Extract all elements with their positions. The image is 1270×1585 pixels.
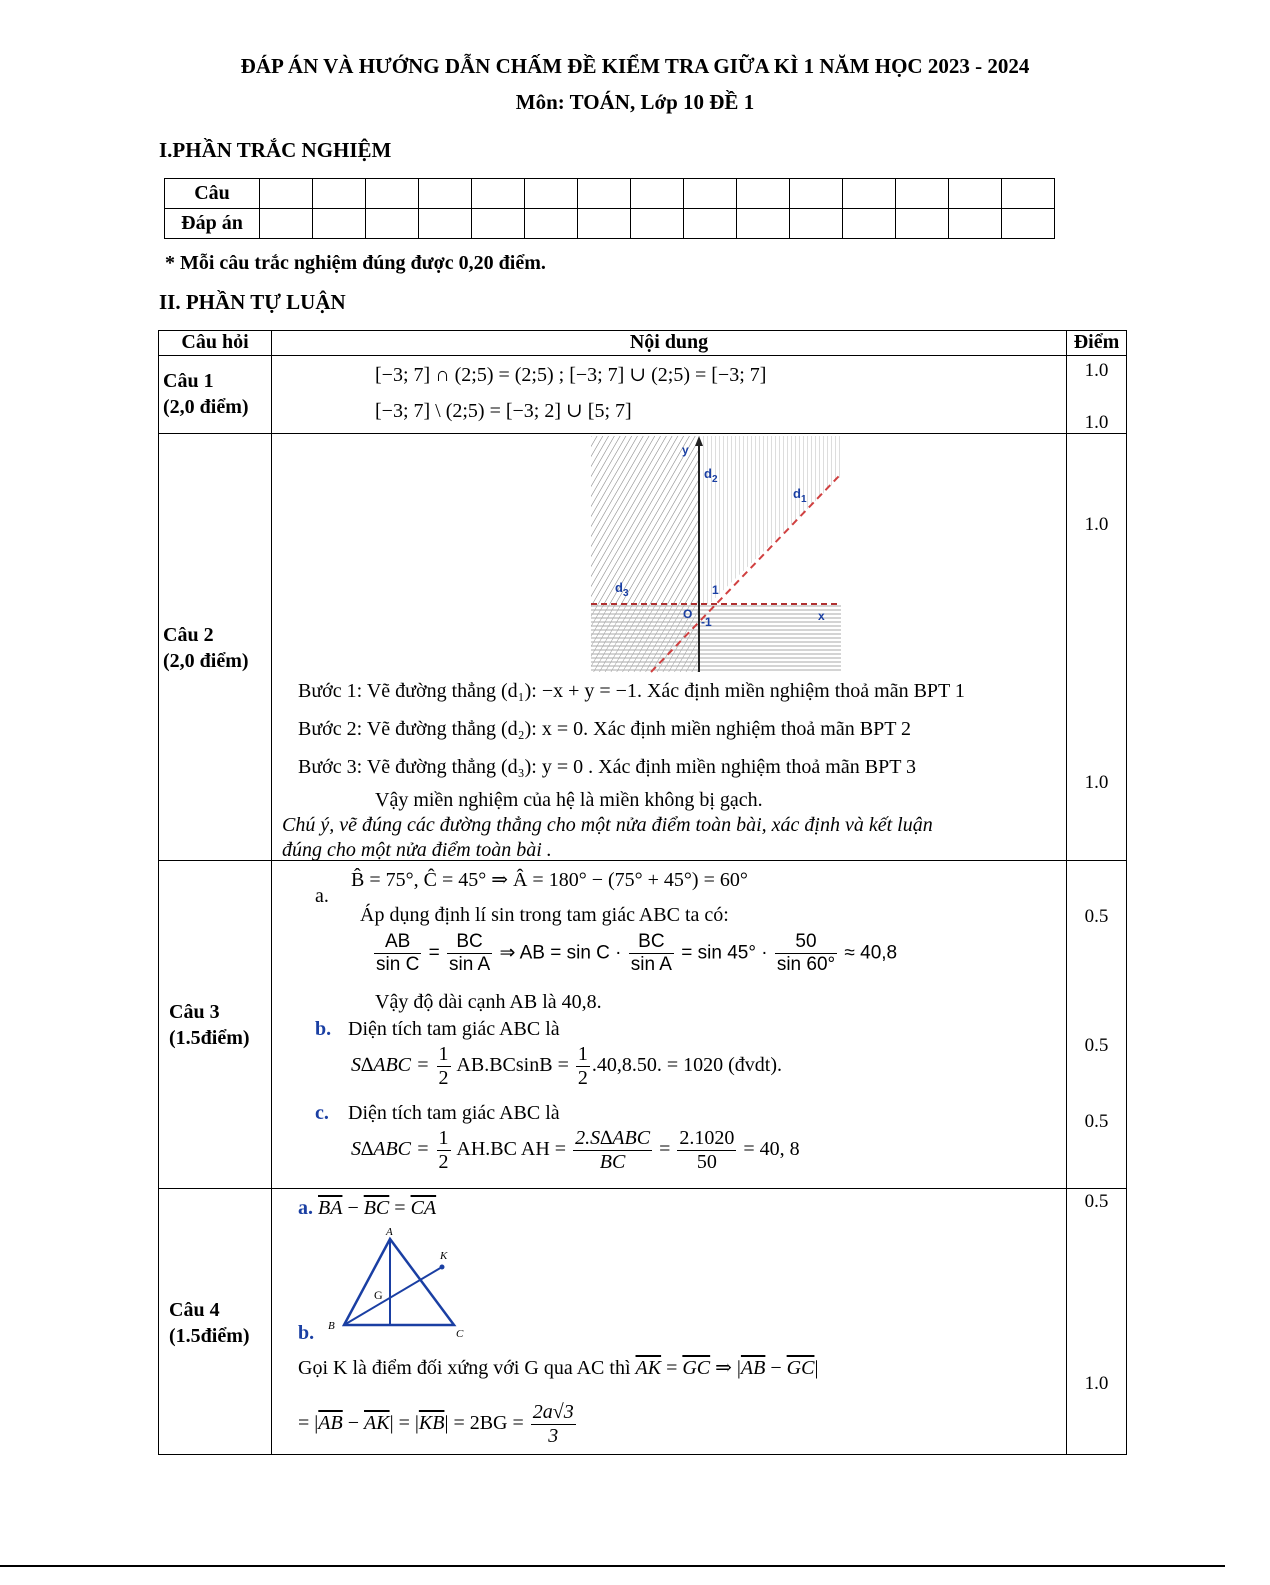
q1-line1: [−3; 7] ∩ (2;5) = (2;5) ; [−3; 7] ∪ (2;5) = [−3; 7] <box>375 364 767 386</box>
q2-conclusion: Vậy miền nghiệm của hệ là miền không bị gạch. <box>375 789 763 811</box>
hatched-region-left-dense <box>591 436 699 604</box>
q3-b-formula: S∆ABC = $\frac{1}{2}$ AB.BCsinB = $\frac{1}{2}$ .40,8.50. = 1020 (đvdt). <box>351 1043 782 1089</box>
page-bottom-rule <box>0 1565 1225 1567</box>
q3-score-a: 0.5 <box>1084 906 1109 927</box>
q2-note-line1: Chú ý, vẽ đúng các đường thẳng cho một nửa điểm toàn bài, xác định và kết luận <box>282 814 933 836</box>
hatched-region-bottom <box>591 604 841 672</box>
essay-table <box>158 330 1127 1455</box>
part2-heading: II. PHẦN TỰ LUẬN <box>159 290 346 314</box>
column-header-score: Điểm <box>1067 331 1127 356</box>
q3-b-line1: Diện tích tam giác ABC là <box>348 1018 560 1040</box>
document-title: ĐÁP ÁN VÀ HƯỚNG DẪN CHẤM ĐỀ KIỂM TRA GIỮA KÌ 1 NĂM HỌC 2023 - 2024 <box>240 54 1030 78</box>
q4-score-a: 0.5 <box>1084 1191 1109 1212</box>
label-one: 1 <box>712 583 719 597</box>
point-k <box>440 1265 445 1270</box>
q4-b-line1: Gọi K là điểm đối xứng với G qua AC thì $\overline{AK} = \overline{GC}$ ⇒ $|\overline{AB} - \overline{GC}|$ <box>298 1357 819 1379</box>
q2-label: Câu 2 <box>163 624 214 646</box>
q1-points: (2,0 điểm) <box>163 396 249 418</box>
q3-a-line2: Áp dụng định lí sin trong tam giác ABC ta có: <box>360 904 729 926</box>
document-subtitle: Môn: TOÁN, Lớp 10 ĐỀ 1 <box>515 90 755 114</box>
label-g: G <box>374 1288 383 1302</box>
q3-a-line4: Vậy độ dài cạnh AB là 40,8. <box>375 991 602 1013</box>
triangle-figure <box>312 1225 464 1340</box>
axis-label-y: y <box>682 443 689 457</box>
q3-sine-law: $\frac{AB}{\text{sin C}}$ = $\frac{BC}{\text{sin A}}$ ⇒ AB = sin C · $\frac{BC}{\text{sin A}}$ = sin 45° · $\frac{50}{\sin 60^\circ}$ ≈ 40,8 <box>376 931 898 975</box>
q1-line2: [−3; 7] \ (2;5) = [−3; 2] ∪ [5; 7] <box>375 400 632 422</box>
answer-grid-label-question: Câu <box>165 179 260 209</box>
label-origin: O <box>683 607 693 621</box>
q1-label: Câu 1 <box>163 370 214 392</box>
label-minus-one: -1 <box>701 615 712 629</box>
q3-c-line1: Diện tích tam giác ABC là <box>348 1102 560 1124</box>
label-c: C <box>456 1328 464 1340</box>
q3-a-marker: a. <box>315 885 329 907</box>
q4-b-marker: b. <box>298 1322 315 1344</box>
label-a: A <box>386 1226 393 1238</box>
q3-score-b: 0.5 <box>1084 1035 1109 1056</box>
label-d2: $d_2$ <box>704 466 718 485</box>
label-k: K <box>440 1250 448 1262</box>
label-d1: $d_1$ <box>793 486 807 505</box>
q4-points: (1.5điểm) <box>169 1325 250 1347</box>
q2-step3: Bước 3: Vẽ đường thẳng (d₃): y = 0 . Xác định miền nghiệm thoả mãn BPT 3 <box>298 756 917 778</box>
q3-c-marker: c. <box>315 1102 329 1124</box>
q2-row <box>159 434 1127 861</box>
q2-score-2: 1.0 <box>1084 772 1109 793</box>
q1-row <box>159 356 1127 434</box>
q2-points: (2,0 điểm) <box>163 650 249 672</box>
q4-label: Câu 4 <box>169 1299 220 1321</box>
label-b: B <box>328 1320 335 1332</box>
q3-score-c: 0.5 <box>1084 1111 1109 1132</box>
q4-a-line: a. $\overline{BA} - \overline{BC} = \overline{CA}$ <box>298 1197 437 1219</box>
answer-grid-row-question <box>165 179 1055 209</box>
q3-c-formula: S∆ABC = $\frac{1}{2}$ AH.BC AH = $\frac{\text{2.S∆ABC}}{BC}$ = $\frac{2.1020}{50}$ = 40, 8 <box>351 1127 800 1173</box>
inequality-graph <box>591 436 841 672</box>
q2-step2: Bước 2: Vẽ đường thẳng (d₂): x = 0. Xác định miền nghiệm thoả mãn BPT 2 <box>298 718 912 740</box>
q3-row <box>159 861 1127 1189</box>
answer-grid-row-answer <box>165 209 1055 239</box>
answer-grid <box>164 178 1055 239</box>
q3-b-marker: b. <box>315 1018 332 1040</box>
q1-score-2: 1.0 <box>1084 412 1109 433</box>
q2-note-line2: đúng cho một nửa điểm toàn bài . <box>282 839 552 861</box>
column-header-content: Nội dung <box>272 331 1067 356</box>
q4-score-b: 1.0 <box>1084 1373 1109 1394</box>
answer-grid-label-answer: Đáp án <box>165 209 260 239</box>
q1-score-1: 1.0 <box>1084 360 1109 381</box>
q2-step1: Bước 1: Vẽ đường thẳng (d₁): −x + y = −1. Xác định miền nghiệm thoả mãn BPT 1 <box>298 680 965 702</box>
q3-a-line1: B̂ = 75°, Ĉ = 45° ⇒ Â = 180° − (75° + 45°) = 60° <box>351 869 748 891</box>
axis-label-x: x <box>818 609 825 623</box>
label-d3: $d_3$ <box>615 580 629 599</box>
q4-b-line2: = $|\overline{AB} - \overline{AK}| = |\overline{KB}| = 2BG$ = $\frac{2a√3}{3}$ <box>298 1401 574 1447</box>
part1-heading: I.PHẦN TRẮC NGHIỆM <box>159 138 392 162</box>
q3-points: (1.5điểm) <box>169 1027 250 1049</box>
column-header-question: Câu hỏi <box>159 331 272 356</box>
q3-label: Câu 3 <box>169 1001 220 1023</box>
q2-score-1: 1.0 <box>1084 514 1109 535</box>
triangle-abc <box>344 1239 454 1325</box>
q4-row <box>159 1189 1127 1455</box>
scoring-note: * Mỗi câu trắc nghiệm đúng được 0,20 điểm. <box>165 252 546 274</box>
hatched-region-right <box>699 436 841 604</box>
